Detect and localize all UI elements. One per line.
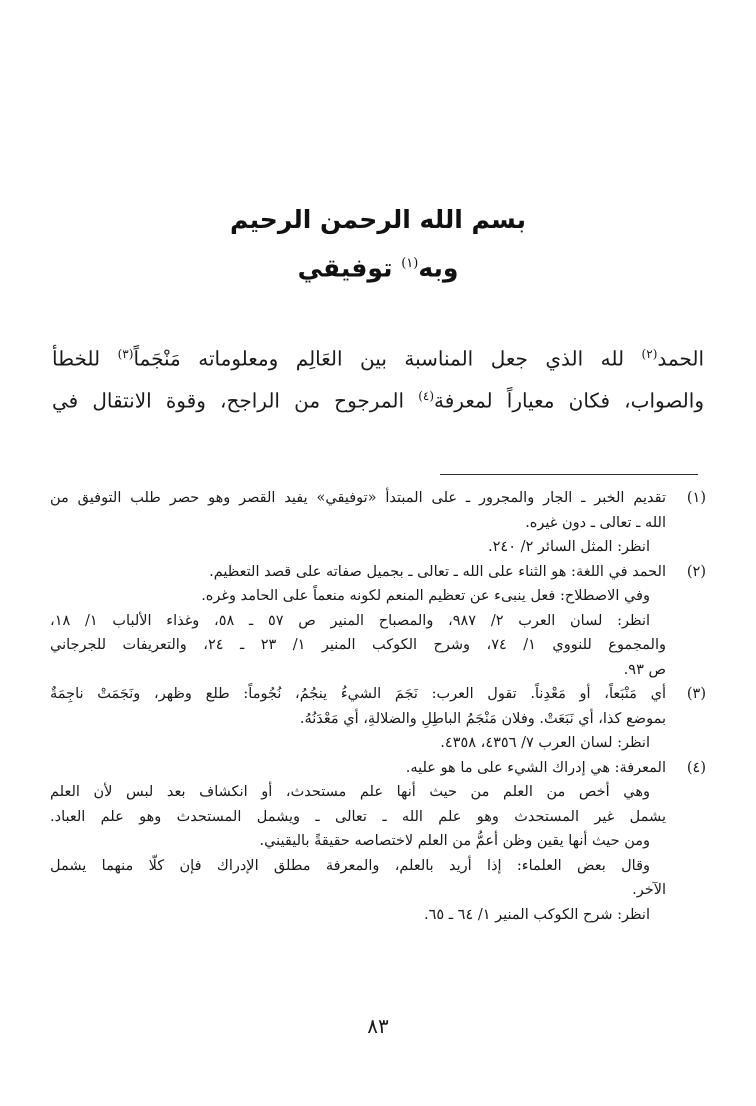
footnote-text: انظر: لسان العرب ٢/ ٩٨٧، والمصباح المنير ص ٥٧ ـ ٥٨، وغذاء الألباب ١/ ١٨، [50, 612, 651, 629]
footnote-4-line: يشمل غير المستحدث وهو علم الله ـ تعالى ـ ويشمل المستحدث وهو علم العباد. [50, 808, 666, 825]
footnote-number: (١) [686, 490, 706, 506]
paragraph-line [52, 378, 704, 420]
basmala-heading: بسم الله الرحمن الرحيم [230, 205, 526, 234]
footnote-separator [440, 474, 698, 475]
text-run: والصواب، فكان معياراً لمعرفة [434, 388, 704, 413]
footnote-text: انظر: لسان العرب ٧/ ٤٣٥٦، ٤٣٥٨. [440, 735, 650, 751]
footnote-2-reference [50, 609, 706, 634]
footnotes-section [50, 486, 706, 927]
footnote-4-line [50, 780, 706, 805]
footnote-marker: (٤) [418, 388, 435, 403]
footnote-text: تقديم الخبر ـ الجار والمجرور ـ على المبتدأ «توفيقي» يفيد القصر وهو حصر طلب التوفيق من [50, 490, 666, 506]
footnote-3-reference [50, 731, 706, 756]
footnote-1-reference [50, 535, 706, 560]
heading-prefix: وبه [418, 253, 459, 283]
footnote-text: المعرفة: هي إدراك الشيء على ما هو عليه. [405, 759, 666, 776]
footnote-4-line [50, 756, 706, 781]
footnote-text: وقال بعض العلماء: إذا أريد بالعلم، والمعرفة مطلق الإدراك فإن كلًّا منهما يشمل [50, 857, 650, 874]
footnote-text: الحمد في اللغة: هو الثناء على الله ـ تعالى ـ بجميل صفاته على قصد التعظيم. [209, 563, 666, 580]
main-paragraph [52, 336, 704, 419]
footnote-marker: (١) [401, 256, 419, 271]
page-number: ٨٣ [367, 1014, 389, 1038]
footnote-4-line [50, 829, 706, 854]
footnote-4-reference [50, 903, 706, 928]
footnote-4-line: الآخر. [632, 882, 666, 898]
footnote-text: انظر: المثل السائر ٢/ ٢٤٠. [488, 539, 650, 555]
footnote-4-line [50, 854, 706, 879]
footnote-2-line [50, 560, 706, 585]
footnote-2-reference: والمجموع للنووي ١/ ٧٤، وشرح الكوكب المنير ١/ ٢٣ ـ ٢٤، والتعريفات للجرجاني [50, 637, 667, 653]
paragraph-line [52, 336, 704, 378]
footnote-1-line [50, 486, 706, 511]
footnote-1-line: الله ـ تعالى ـ دون غيره. [525, 514, 666, 531]
text-run: المرجوح من الراجح، وقوة الانتقال في [52, 388, 419, 413]
tawfiq-heading [160, 244, 596, 288]
footnote-number: (٤) [686, 759, 706, 776]
footnote-number: (٣) [686, 686, 706, 702]
footnote-2-line [50, 584, 706, 609]
footnote-marker: (٢) [641, 347, 658, 361]
text-run: لله الذي جعل المناسبة بين العَالِم ومعلوماته مَنْجَماً [133, 346, 642, 371]
footnote-3-line [50, 682, 706, 707]
footnote-text: وفي الاصطلاح: فعل ينبىء عن تعظيم المنعم لكونه منعماً على الحامد وغره. [201, 588, 650, 604]
footnote-text: وهي أخص من العلم من حيث أنها علم مستحدث، أو انكشاف بعد لبس لأن العلم [50, 784, 650, 800]
text-run: الحمد [657, 346, 704, 371]
footnote-3-line: بموضع كذا، أي نَبَعَتْ. وفلان مَنْجَمُ الباطِلِ والضلالةِ، أي مَعْدَنُهُ. [299, 710, 666, 727]
footnote-text: أي مَنْبَعاً، أو مَعْدِناً. تقول العرب: نَجَمَ الشيءُ ينجُمُ، نُجُوماً: طلع وظهر، ونَجَمَتْ ناجِمَةٌ [50, 686, 666, 702]
footnote-2-reference: ص ٩٣. [623, 661, 666, 678]
footnote-number: (٢) [686, 563, 706, 580]
footnote-text: ومن حيث أنها يقين وظن أعمُّ من العلم لاختصاصه حقيقةً باليقيني. [259, 833, 650, 849]
footnote-marker: (٣) [117, 347, 134, 361]
footnote-text: انظر: شرح الكوكب المنير ١/ ٦٤ ـ ٦٥. [424, 906, 650, 923]
heading-suffix: توفيقي [297, 253, 402, 283]
text-run: للخطأ [52, 346, 118, 371]
